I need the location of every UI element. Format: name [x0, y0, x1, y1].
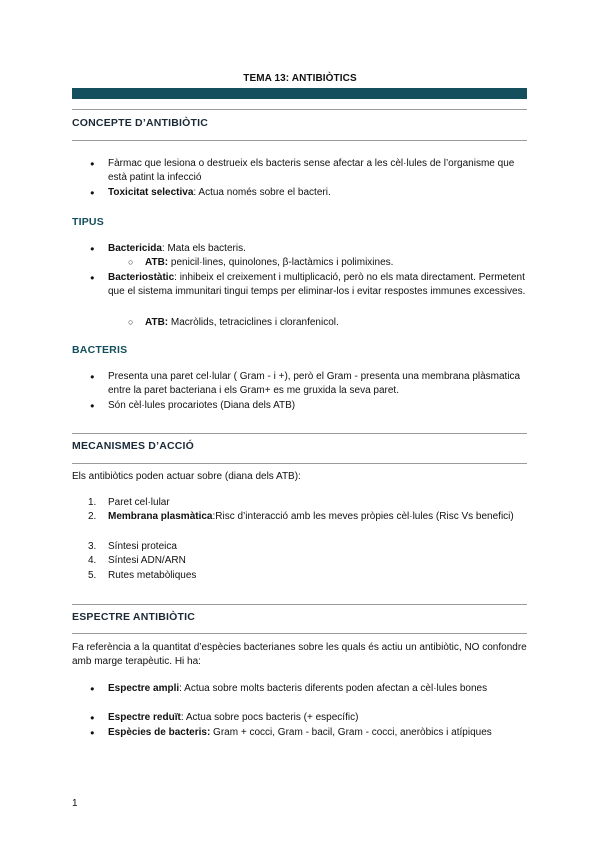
list-item: Espectre reduït: Actua sobre pocs bacteris (+ específic) — [108, 712, 359, 723]
sub-bullet-icon: ○ — [128, 257, 134, 267]
list-item: Toxicitat selectiva: Actua només sobre el bacteri. — [108, 187, 331, 198]
bullet-icon: ● — [90, 401, 95, 410]
list-number: 4. — [88, 555, 97, 566]
list-item: Síntesi ADN/ARN — [108, 555, 186, 566]
list-item: Espectre ampli: Actua sobre molts bacteris diferents poden afectan a cèl·lules bones — [108, 683, 488, 694]
list-number: 1. — [88, 497, 97, 508]
bullet-icon: ● — [90, 244, 95, 253]
divider — [72, 140, 527, 141]
list-item: Membrana plasmàtica:Risc d’interacció amb les meves pròpies cèl·lules (Risc Vs benefici) — [108, 511, 514, 522]
list-number: 2. — [88, 511, 97, 522]
list-item: ATB: Macròlids, tetraciclines i cloranfenicol. — [145, 317, 339, 328]
section-heading-tipus: TIPUS — [72, 216, 104, 228]
divider — [72, 433, 527, 434]
list-item: Síntesi proteica — [108, 541, 177, 552]
list-item: ATB: penicil·lines, quinolones, β-lactàmics i polimixines. — [145, 257, 394, 268]
section-heading-espectre: ESPECTRE ANTIBIÒTIC — [72, 611, 196, 623]
list-item: Fàrmac que lesiona o destrueix els bacteris sense afectar a les cèl·lules de l’organisme que està patint la infecció — [108, 158, 515, 183]
section-heading-mecanismes: MECANISMES D’ACCIÓ — [72, 440, 195, 452]
paragraph: Els antibiòtics poden actuar sobre (diana dels ATB): — [72, 471, 301, 482]
list-item: Són cèl·lules procariotes (Diana dels ATB) — [108, 400, 296, 411]
list-number: 3. — [88, 541, 97, 552]
list-number: 5. — [88, 570, 97, 581]
bullet-icon: ● — [90, 159, 95, 168]
paragraph: Fa referència a la quantitat d’espècies bacterianes sobre les quals és actiu un antibiòtic, NO confondre amb marge terapèutic. Hi ha: — [72, 642, 527, 667]
bullet-icon: ● — [90, 273, 95, 282]
title-bar — [72, 88, 527, 99]
divider — [72, 463, 527, 464]
divider — [72, 604, 527, 605]
divider — [72, 633, 527, 634]
list-item: Paret cel·lular — [108, 497, 170, 508]
list-item: Espècies de bacteris: Gram + cocci, Gram - bacil, Gram - cocci, aneròbics i atípiques — [108, 727, 492, 738]
bullet-icon: ● — [90, 684, 95, 693]
section-heading-concepte: CONCEPTE D’ANTIBIÒTIC — [72, 117, 209, 129]
list-item: Presenta una paret cel·lular ( Gram - i +), però el Gram - presenta una membrana plàsmatica entre la paret bacteriana i els Gram+ es me gruxida la seva paret. — [108, 371, 521, 396]
bullet-icon: ● — [90, 372, 95, 381]
bullet-icon: ● — [90, 713, 95, 722]
sub-bullet-icon: ○ — [128, 317, 134, 327]
list-item: Bactericida: Mata els bacteris. — [108, 243, 246, 254]
document-title: TEMA 13: ANTIBIÒTICS — [243, 73, 357, 84]
list-item: Bacteriostàtic: inhibeix el creixement i multiplicació, però no els mata directament. Permetent que el sistema immunitari tingui temps per eliminar-los i evitar respostes immunes excessives. — [108, 272, 526, 297]
section-heading-bacteris: BACTERIS — [72, 344, 128, 356]
bullet-icon: ● — [90, 728, 95, 737]
divider — [72, 109, 527, 110]
list-item: Rutes metabòliques — [108, 570, 197, 581]
bullet-icon: ● — [90, 188, 95, 197]
page-number: 1 — [72, 798, 78, 809]
